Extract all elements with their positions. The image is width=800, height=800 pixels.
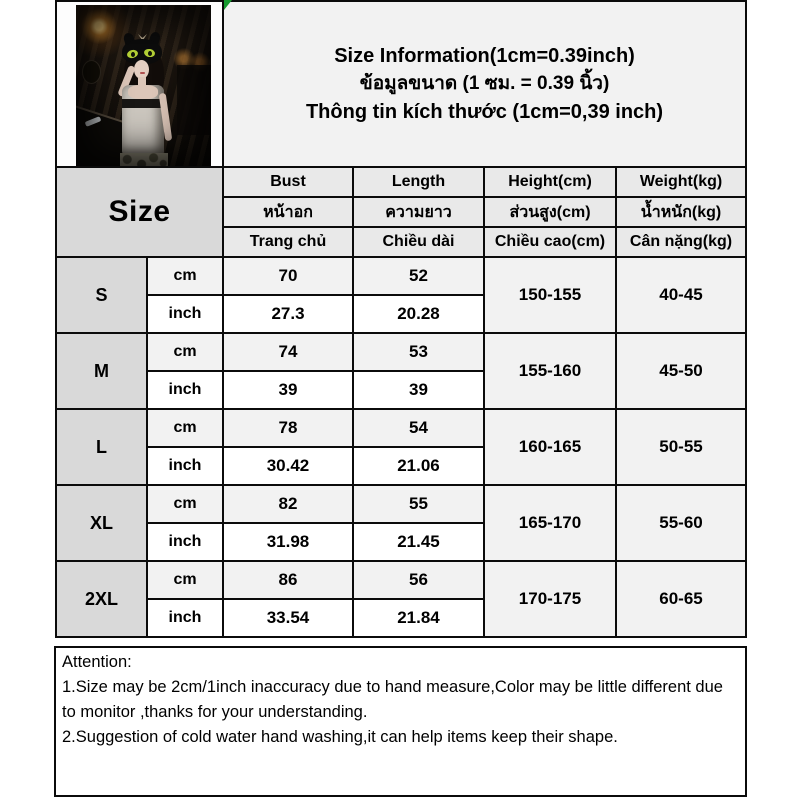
height-range: 150-155 — [484, 257, 616, 333]
green-triangle-marker-icon — [224, 0, 232, 10]
height-range: 165-170 — [484, 485, 616, 561]
attention-heading: Attention: — [62, 653, 132, 671]
title-cell — [223, 1, 746, 167]
unit-label-inch: inch — [147, 523, 223, 561]
photo-vignette — [76, 5, 211, 167]
bust-inch-value: 27.3 — [223, 295, 353, 333]
weight-range: 60-65 — [616, 561, 746, 637]
page-title-vi: Thông tin kích thước (1cm=0,39 inch) — [305, 101, 664, 123]
bust-inch-value: 31.98 — [223, 523, 353, 561]
bust-inch-value: 39 — [223, 371, 353, 409]
table-header-row-en — [56, 167, 746, 197]
weight-range: 55-60 — [616, 485, 746, 561]
unit-label-cm: cm — [147, 485, 223, 523]
height-range: 160-165 — [484, 409, 616, 485]
bust-cm-value: 82 — [223, 485, 353, 523]
col-header-bust-vi: Trang chủ — [223, 227, 353, 257]
length-inch-value: 21.06 — [353, 447, 484, 485]
size-label: L — [56, 409, 147, 485]
length-cm-value: 52 — [353, 257, 484, 295]
col-header-length-vi: Chiều dài — [353, 227, 484, 257]
product-photo-cell — [56, 1, 223, 167]
unit-label-cm: cm — [147, 561, 223, 599]
col-header-length-th: ความยาว — [353, 197, 484, 227]
table-row — [56, 1, 746, 167]
unit-label-inch: inch — [147, 599, 223, 637]
col-header-bust-th: หน้าอก — [223, 197, 353, 227]
length-cm-value: 54 — [353, 409, 484, 447]
weight-range: 40-45 — [616, 257, 746, 333]
length-inch-value: 21.45 — [353, 523, 484, 561]
length-inch-value: 20.28 — [353, 295, 484, 333]
bust-inch-value: 33.54 — [223, 599, 353, 637]
height-range: 170-175 — [484, 561, 616, 637]
col-header-height: Height(cm) — [484, 167, 616, 197]
length-inch-value: 39 — [353, 371, 484, 409]
unit-label-inch: inch — [147, 447, 223, 485]
unit-label-cm: cm — [147, 257, 223, 295]
attention-note-1: 1.Size may be 2cm/1inch inaccuracy due to hand measure,Color may be little different due to monitor ,thanks for your understanding. — [62, 678, 723, 721]
page-title-th: ข้อมูลขนาด (1 ซม. = 0.39 นิ้ว) — [359, 73, 610, 94]
page-title: Size Information(1cm=0.39inch) — [334, 45, 635, 67]
unit-label-cm: cm — [147, 409, 223, 447]
table-row-s-cm — [56, 257, 746, 295]
size-label: S — [56, 257, 147, 333]
length-cm-value: 56 — [353, 561, 484, 599]
height-range: 155-160 — [484, 333, 616, 409]
attention-note-2: 2.Suggestion of cold water hand washing,it can help items keep their shape. — [62, 728, 618, 746]
weight-range: 45-50 — [616, 333, 746, 409]
unit-label-inch: inch — [147, 371, 223, 409]
col-header-height-th: ส่วนสูง(cm) — [484, 197, 616, 227]
size-label: 2XL — [56, 561, 147, 637]
bust-inch-value: 30.42 — [223, 447, 353, 485]
table-row-l-cm — [56, 409, 746, 447]
attention-notes — [54, 646, 747, 797]
table-row-2xl-cm — [56, 561, 746, 599]
length-inch-value: 21.84 — [353, 599, 484, 637]
size-label: M — [56, 333, 147, 409]
col-header-weight-vi: Cân nặng(kg) — [616, 227, 746, 257]
table-row-m-cm — [56, 333, 746, 371]
bust-cm-value: 70 — [223, 257, 353, 295]
length-cm-value: 53 — [353, 333, 484, 371]
product-photo — [76, 5, 211, 167]
length-cm-value: 55 — [353, 485, 484, 523]
size-header-cell: Size — [56, 167, 223, 257]
col-header-weight-th: น้ำหนัก(kg) — [616, 197, 746, 227]
col-header-weight: Weight(kg) — [616, 167, 746, 197]
col-header-length: Length — [353, 167, 484, 197]
bust-cm-value: 86 — [223, 561, 353, 599]
size-table — [55, 0, 747, 638]
col-header-bust: Bust — [223, 167, 353, 197]
size-label: XL — [56, 485, 147, 561]
unit-label-inch: inch — [147, 295, 223, 333]
table-row-xl-cm — [56, 485, 746, 523]
unit-label-cm: cm — [147, 333, 223, 371]
weight-range: 50-55 — [616, 409, 746, 485]
col-header-height-vi: Chiều cao(cm) — [484, 227, 616, 257]
bust-cm-value: 78 — [223, 409, 353, 447]
bust-cm-value: 74 — [223, 333, 353, 371]
